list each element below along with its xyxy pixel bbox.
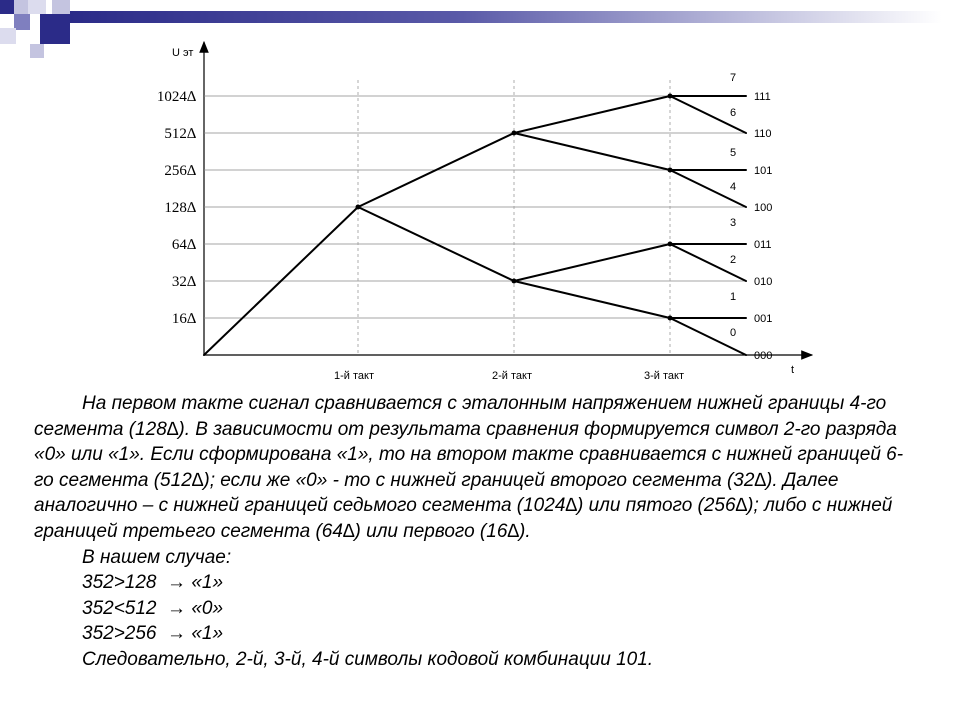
code-label: 110 [754,128,772,140]
y-level-label: 512∆ [164,126,196,142]
y-level-label: 128∆ [164,200,196,216]
segment-number: 1 [730,291,737,303]
takt-label: 1-й такт [334,370,374,382]
comparison-text: 352<512 → «0» [82,597,224,619]
explanation-text [34,391,914,673]
code-label: 001 [754,313,773,325]
comparison-line [34,596,914,622]
comparison-text: 352>128 → «1» [82,572,224,594]
tree-node [512,279,517,284]
comparison-text: 352>256 → «1» [82,623,224,645]
takt-label: 3-й такт [644,370,684,382]
x-axis-label: t [791,364,795,376]
code-label: 010 [754,276,773,288]
y-level-label: 32∆ [171,274,196,290]
conclusion-line: Следовательно, 2-й, 3-й, 4-й символы кодовой комбинации 101. [82,648,654,670]
tree-node [512,131,517,136]
code-label: 011 [754,239,772,251]
segment-number: 5 [730,147,737,159]
y-level-label: 1024∆ [156,89,196,105]
tree-branch [514,96,670,133]
code-label: 101 [754,165,773,177]
tree-branch [514,281,670,318]
segment-number: 3 [730,217,737,229]
y-axis-label: U эт [172,47,194,59]
tree-node [668,242,673,247]
tree-node [668,168,673,173]
tree-branch [514,244,670,281]
segment-number: 6 [730,107,737,119]
case-intro: В нашем случае: [82,546,232,568]
takt-label: 2-й такт [492,370,532,382]
y-level-label: 16∆ [171,311,196,327]
segment-number: 0 [730,327,737,339]
segment-number: 4 [730,181,737,193]
code-label: 111 [754,91,771,103]
y-level-label: 256∆ [164,163,196,179]
segment-number: 2 [730,254,737,266]
tree-node [668,94,673,99]
segment-number: 7 [730,72,737,84]
tree-branch [514,133,670,170]
code-label: 100 [754,202,773,214]
tree-node [356,205,361,210]
code-label: 000 [754,350,773,362]
explanation-paragraph: На первом такте сигнал сравнивается с эталонным напряжением нижней границы 4-го сегмента (128∆). В зависимости от результата сравнения формируется символ 2-го разряда «0» или «1». Если сформирована «1», то на втором такте сравнивается с нижней границей 6-го сегмента (512∆); если же «0» - то с нижней границей второго сегмента (32∆). Далее аналогично – с нижней границей седьмого сегмента (1024∆) или пятого (256∆); либо с нижней границей третьего сегмента (64∆) или первого (16∆). [34,393,904,542]
comparison-line [34,570,914,596]
y-level-label: 64∆ [171,237,196,253]
tree-node [668,316,673,321]
comparison-line [34,621,914,647]
